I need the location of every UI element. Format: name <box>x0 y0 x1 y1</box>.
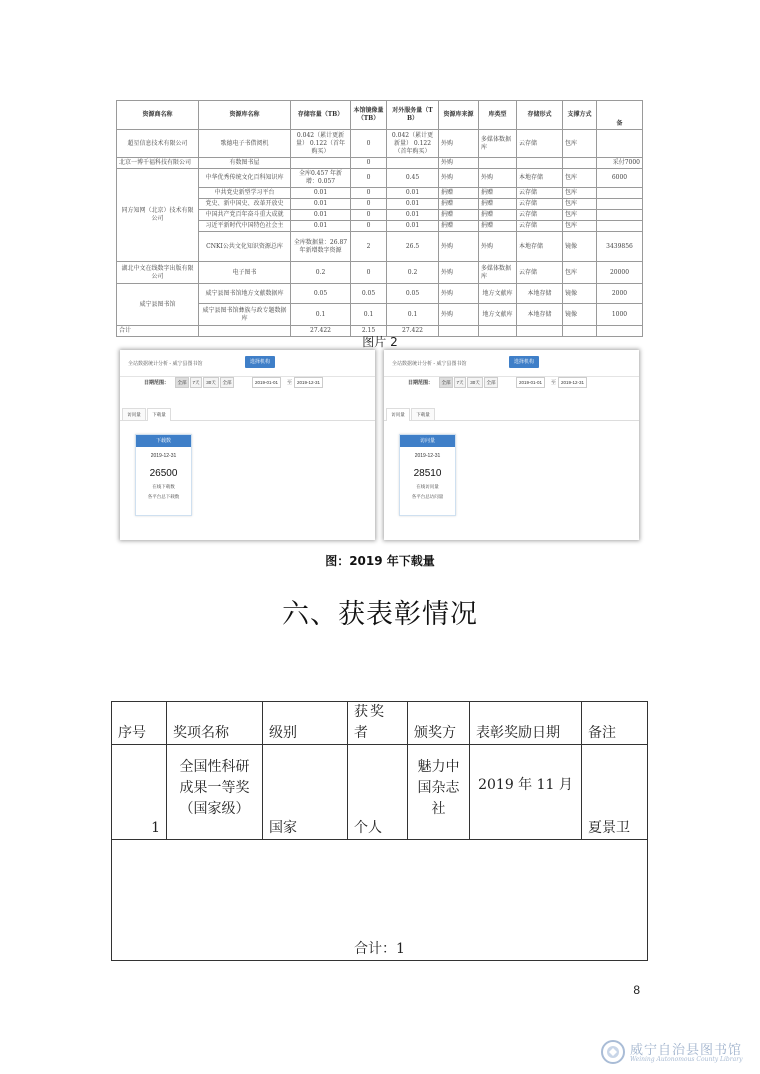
db-cell: 中华优秀传统文化百科知识库 <box>199 169 291 188</box>
date-to-label: 至 <box>551 380 557 386</box>
card-date: 2019-12-31 <box>414 453 441 459</box>
vendor-cell: 同方知网（北京）技术有限公司 <box>117 169 199 262</box>
mirror-cell: 2 <box>351 232 387 262</box>
header-cell: 备 <box>597 101 643 130</box>
tab-bar <box>384 408 639 421</box>
service-cell <box>387 158 439 169</box>
form-cell: 云存储 <box>517 221 563 232</box>
note-cell: 3439856 <box>597 232 643 262</box>
db-cell: CNKI公共文化知识资源总库 <box>199 232 291 262</box>
section-heading: 六、获表彰情况 <box>282 599 478 630</box>
form-cell: 云存储 <box>517 130 563 158</box>
service-cell: 26.5 <box>387 232 439 262</box>
type-cell: 地方文献库 <box>479 304 517 326</box>
mirror-cell: 0 <box>351 158 387 169</box>
source-cell: 外购 <box>439 158 479 169</box>
db-cell: 习近平新时代中国特色社会主 <box>199 221 291 232</box>
db-cell: 中国共产党百年奋斗重大成就 <box>199 210 291 221</box>
type-cell <box>479 158 517 169</box>
type-cell: 捐赠 <box>479 221 517 232</box>
service-cell: 0.2 <box>387 262 439 284</box>
header-cell: 存储容量（TB） <box>291 101 351 130</box>
header-cell: 本馆镜像量（TB） <box>351 101 387 130</box>
award-date: 2019 年 11 月 <box>470 745 582 840</box>
support-cell: 镜像 <box>563 232 597 262</box>
header-cell: 资源商名称 <box>117 101 199 130</box>
mirror-cell: 0.1 <box>351 304 387 326</box>
form-cell: 云存储 <box>517 188 563 199</box>
tab-downloads[interactable]: 下载量 <box>147 408 171 421</box>
service-cell: 0.01 <box>387 199 439 210</box>
storage-cell: 0.042（累计更新量） 0.122（首年购买） <box>291 130 351 158</box>
mirror-cell: 0 <box>351 130 387 158</box>
header-cell: 支撑方式 <box>563 101 597 130</box>
note-cell <box>597 130 643 158</box>
card-value: 26500 <box>149 468 178 479</box>
note-cell <box>597 199 643 210</box>
support-cell: 包库 <box>563 169 597 188</box>
date-range-label: 日期范围： <box>408 380 434 386</box>
source-cell: 捐赠 <box>439 221 479 232</box>
support-cell <box>563 158 597 169</box>
support-cell: 包库 <box>563 188 597 199</box>
form-cell: 本地存储 <box>517 232 563 262</box>
mirror-cell: 0 <box>351 199 387 210</box>
range-30d-button[interactable]: 30天 <box>467 377 483 388</box>
award-note: 夏景卫 <box>582 745 648 840</box>
db-cell: 歌德电子书借阅机 <box>199 130 291 158</box>
breadcrumb: 全站数据统计分析 - 威宁县图书馆 <box>392 361 467 367</box>
header-cell: 库类型 <box>479 101 517 130</box>
resource-table-body <box>117 130 643 337</box>
service-cell: 0.05 <box>387 284 439 304</box>
total-storage: 27.422 <box>291 326 351 337</box>
award-no: 1 <box>112 745 167 840</box>
library-logo-icon <box>600 1039 626 1065</box>
header-cell: 对外服务量（TB） <box>387 101 439 130</box>
form-cell: 本地存储 <box>517 304 563 326</box>
header-cell: 奖项名称 <box>167 702 263 745</box>
support-cell: 镜像 <box>563 304 597 326</box>
note-cell: 2000 <box>597 284 643 304</box>
source-cell: 外购 <box>439 262 479 284</box>
header-cell: 资源库名称 <box>199 101 291 130</box>
card-line-2: 各平台总下载数 <box>147 494 180 499</box>
support-cell: 包库 <box>563 199 597 210</box>
range-all-button[interactable]: 全部 <box>175 377 189 388</box>
form-cell: 本地存储 <box>517 284 563 304</box>
service-cell: 0.042（累计更新量） 0.122（首年购买） <box>387 130 439 158</box>
header-cell: 资源库来源 <box>439 101 479 130</box>
table-row <box>117 262 643 284</box>
source-cell: 外购 <box>439 169 479 188</box>
source-cell: 外购 <box>439 284 479 304</box>
card-line-2: 各平台总访问量 <box>411 494 444 499</box>
select-org-button[interactable]: 选择机构 <box>245 356 275 368</box>
download-stats-screenshot <box>120 350 375 540</box>
support-cell: 包库 <box>563 210 597 221</box>
visit-stats-screenshot <box>384 350 639 540</box>
tab-visits[interactable]: 访问量 <box>386 408 410 421</box>
support-cell: 包库 <box>563 221 597 232</box>
range-7d-button[interactable]: 7天 <box>454 377 466 388</box>
form-cell: 云存储 <box>517 199 563 210</box>
card-title: 下载数 <box>136 435 191 447</box>
table-row <box>117 284 643 304</box>
award-total: 合计：1 <box>112 840 648 961</box>
service-cell: 0.1 <box>387 304 439 326</box>
note-cell: 采付7000 <box>597 158 643 169</box>
vendor-cell: 湖北中文在线数字出版有限公司 <box>117 262 199 284</box>
breadcrumb: 全站数据统计分析 - 威宁县图书馆 <box>128 361 203 367</box>
award-total-row <box>112 840 648 961</box>
form-cell: 本地存储 <box>517 169 563 188</box>
range-full-button[interactable]: 全部 <box>220 377 234 388</box>
header-cell: 级别 <box>263 702 348 745</box>
card-line-1: 在线下载数 <box>152 484 175 489</box>
date-to-input[interactable]: 2019-12-31 <box>294 377 323 388</box>
header-cell: 颁奖方 <box>408 702 470 745</box>
library-watermark <box>600 1037 760 1067</box>
total-mirror: 2.15 <box>351 326 387 337</box>
storage-cell: 0.01 <box>291 210 351 221</box>
date-to-label: 至 <box>287 380 293 386</box>
header-cell: 序号 <box>112 702 167 745</box>
source-cell: 捐赠 <box>439 199 479 210</box>
watermark-en: Weining Autonomous County Library <box>630 1056 743 1063</box>
card-line-1: 在线访问量 <box>416 484 439 489</box>
vendor-cell: 超星信息技术有限公司 <box>117 130 199 158</box>
award-issuer: 魅力中国杂志社 <box>408 745 470 840</box>
watermark-cn: 威宁自治县图书馆 <box>630 1043 743 1058</box>
storage-cell: 0.05 <box>291 284 351 304</box>
stat-card <box>135 434 192 516</box>
storage-cell: 0.01 <box>291 199 351 210</box>
table-row <box>117 158 643 169</box>
top-bar <box>120 350 375 377</box>
source-cell: 捐赠 <box>439 210 479 221</box>
award-level: 国家 <box>263 745 348 840</box>
range-full-button[interactable]: 全部 <box>484 377 498 388</box>
storage-cell <box>291 158 351 169</box>
support-cell: 镜像 <box>563 284 597 304</box>
range-all-button[interactable]: 全部 <box>439 377 453 388</box>
storage-cell: 0.01 <box>291 188 351 199</box>
vendor-cell: 威宁县图书馆 <box>117 284 199 326</box>
date-from-input[interactable]: 2019-01-01 <box>252 377 281 388</box>
note-cell: 20000 <box>597 262 643 284</box>
db-cell: 威宁县图书馆地方文献数据库 <box>199 284 291 304</box>
note-cell <box>597 188 643 199</box>
storage-cell: 全库数据量：26.87 年新增数字资源 <box>291 232 351 262</box>
type-cell: 捐赠 <box>479 188 517 199</box>
source-cell: 外购 <box>439 304 479 326</box>
db-cell: 有数图书屋 <box>199 158 291 169</box>
card-date: 2019-12-31 <box>150 453 177 459</box>
header-cell: 存储形式 <box>517 101 563 130</box>
form-cell <box>517 158 563 169</box>
type-cell: 多媒体数据库 <box>479 130 517 158</box>
note-cell: 1000 <box>597 304 643 326</box>
picture-caption: 图片 2 <box>362 335 398 349</box>
note-cell <box>597 210 643 221</box>
support-cell: 包库 <box>563 130 597 158</box>
form-cell: 云存储 <box>517 262 563 284</box>
service-cell: 0.01 <box>387 221 439 232</box>
tab-visits[interactable]: 访问量 <box>122 408 146 420</box>
support-cell: 包库 <box>563 262 597 284</box>
date-range-label: 日期范围： <box>144 380 170 386</box>
resource-header-row <box>117 101 643 130</box>
award-name: 全国性科研成果一等奖（国家级） <box>167 745 263 840</box>
mirror-cell: 0 <box>351 169 387 188</box>
date-to-input[interactable]: 2019-12-31 <box>558 377 587 388</box>
form-cell: 云存储 <box>517 210 563 221</box>
tab-downloads[interactable]: 下载量 <box>411 408 435 420</box>
top-bar <box>384 350 639 377</box>
page-number: 8 <box>633 983 640 997</box>
select-org-button[interactable]: 选择机构 <box>509 356 539 368</box>
type-cell: 外购 <box>479 169 517 188</box>
db-cell: 威宁县图书馆彝族与政专题数据库 <box>199 304 291 326</box>
header-cell: 获奖者 <box>348 702 408 745</box>
note-cell: 6000 <box>597 169 643 188</box>
header-cell: 表彰奖励日期 <box>470 702 582 745</box>
award-header-row <box>112 702 648 745</box>
card-title: 访问量 <box>400 435 455 447</box>
total-service: 27.422 <box>387 326 439 337</box>
service-cell: 0.01 <box>387 210 439 221</box>
range-7d-button[interactable]: 7天 <box>190 377 202 388</box>
tab-bar <box>120 408 375 421</box>
db-cell: 党史、新中国史、改革开放史 <box>199 199 291 210</box>
mirror-cell: 0 <box>351 188 387 199</box>
award-winner: 个人 <box>348 745 408 840</box>
type-cell: 多媒体数据库 <box>479 262 517 284</box>
header-cell: 备注 <box>582 702 648 745</box>
date-from-input[interactable]: 2019-01-01 <box>516 377 545 388</box>
storage-cell: 全库0.457 年新增：0.057 <box>291 169 351 188</box>
type-cell: 地方文献库 <box>479 284 517 304</box>
storage-cell: 0.1 <box>291 304 351 326</box>
type-cell: 捐赠 <box>479 210 517 221</box>
total-label: 合计 <box>117 326 199 337</box>
source-cell: 捐赠 <box>439 188 479 199</box>
storage-cell: 0.2 <box>291 262 351 284</box>
mirror-cell: 0 <box>351 221 387 232</box>
db-cell: 中共党史新型学习平台 <box>199 188 291 199</box>
note-cell <box>597 221 643 232</box>
table-row <box>117 169 643 188</box>
db-cell: 电子图书 <box>199 262 291 284</box>
stat-card <box>399 434 456 516</box>
mirror-cell: 0 <box>351 262 387 284</box>
vendor-cell: 北京一博千福科技有限公司 <box>117 158 199 169</box>
range-30d-button[interactable]: 30天 <box>203 377 219 388</box>
mirror-cell: 0.05 <box>351 284 387 304</box>
table-row <box>112 745 648 840</box>
resource-table <box>116 100 643 337</box>
award-table <box>111 701 648 961</box>
source-cell: 外购 <box>439 130 479 158</box>
service-cell: 0.01 <box>387 188 439 199</box>
table-row <box>117 130 643 158</box>
type-cell: 外购 <box>479 232 517 262</box>
storage-cell: 0.01 <box>291 221 351 232</box>
source-cell: 外购 <box>439 232 479 262</box>
download-caption: 图：2019 年下载量 <box>325 554 435 568</box>
mirror-cell: 0 <box>351 210 387 221</box>
service-cell: 0.45 <box>387 169 439 188</box>
card-value: 28510 <box>413 468 442 479</box>
type-cell: 捐赠 <box>479 199 517 210</box>
